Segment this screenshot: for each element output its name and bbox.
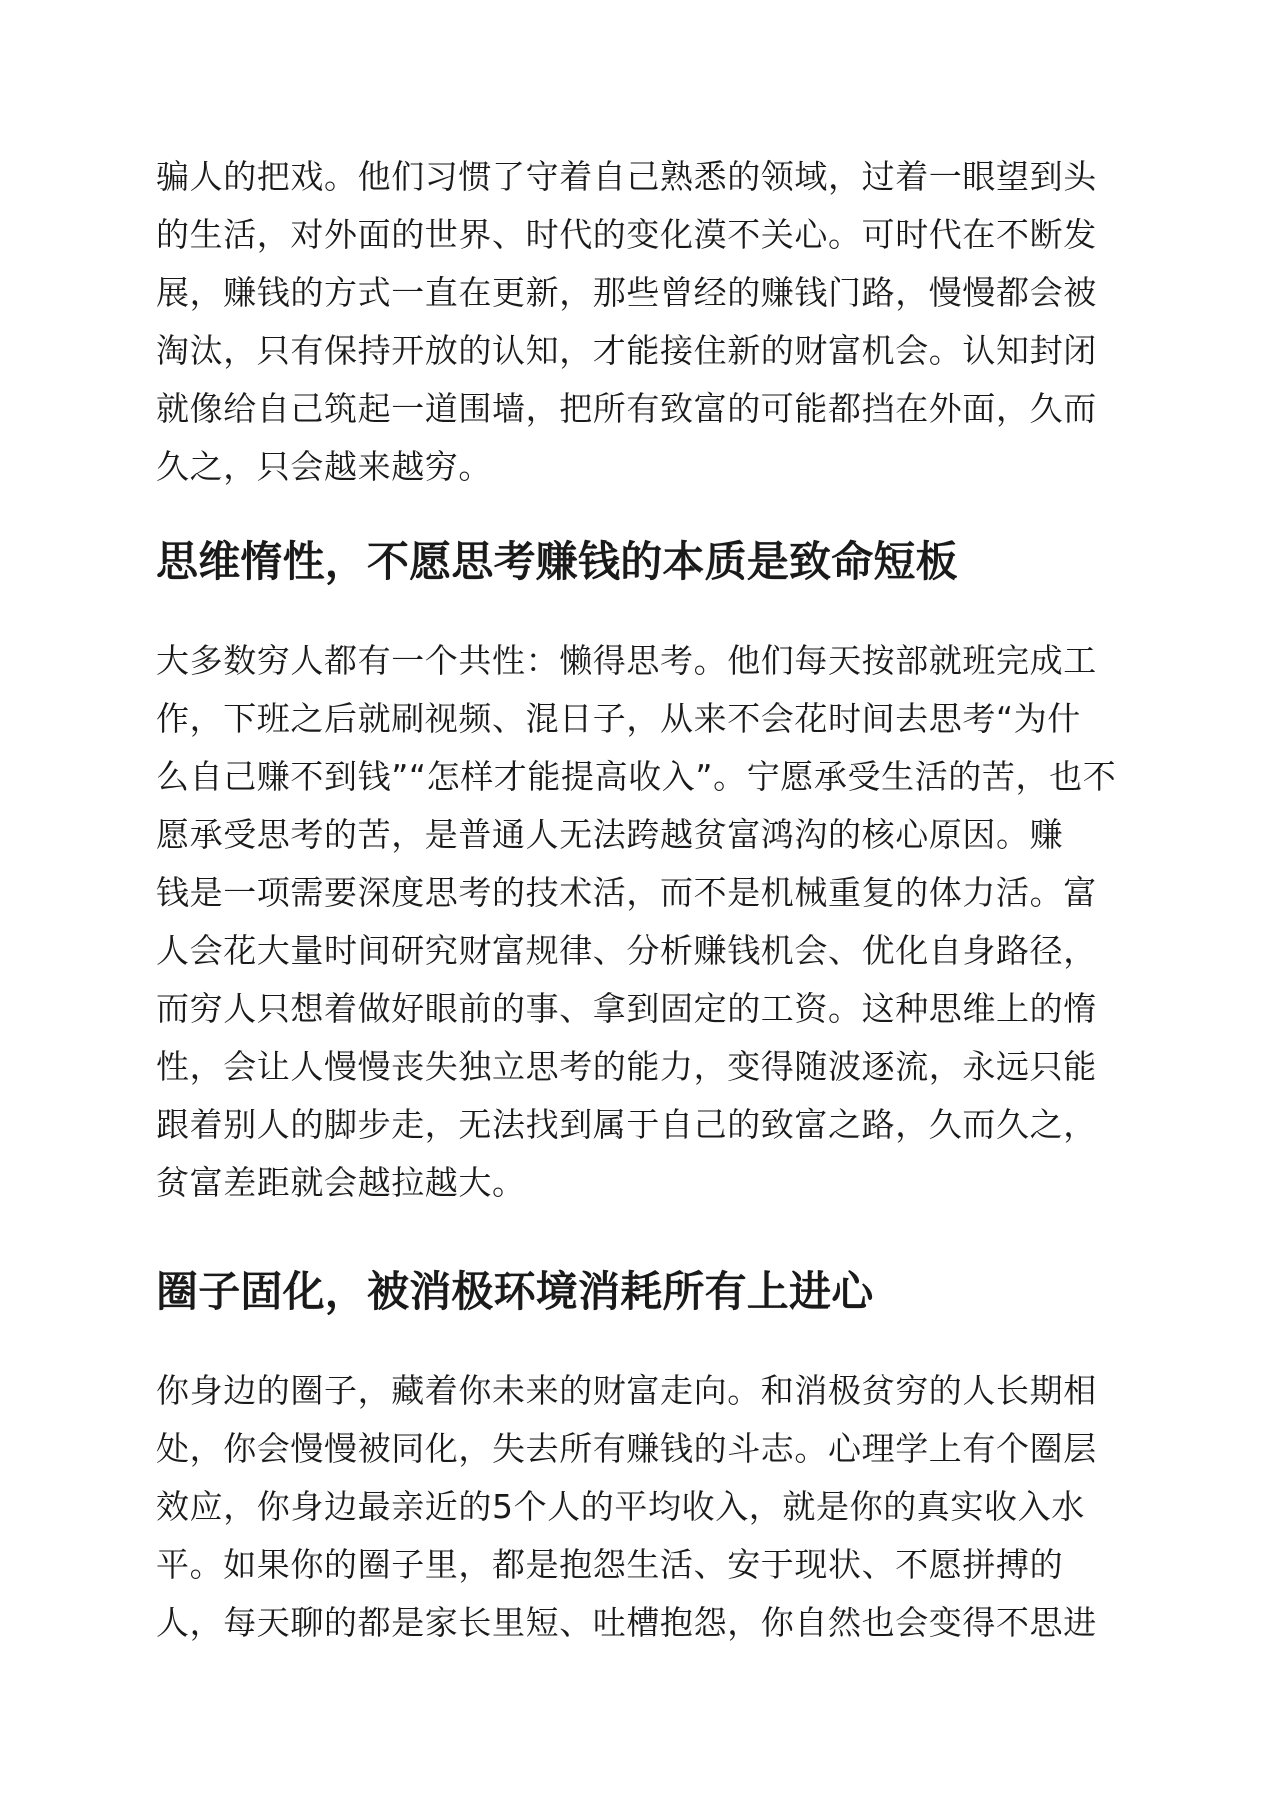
paragraph-line: 你身边的圈子，藏着你未来的财富走向。和消极贫穷的人长期相	[156, 1371, 1097, 1410]
paragraph-line: 展，赚钱的方式一直在更新，那些曾经的赚钱门路，慢慢都会被	[156, 273, 1097, 312]
paragraph-line: 淘汰，只有保持开放的认知，才能接住新的财富机会。认知封闭	[156, 331, 1097, 370]
paragraph-line: 久之，只会越来越穷。	[156, 447, 492, 486]
paragraph-line: 愿承受思考的苦，是普通人无法跨越贫富鸿沟的核心原因。赚	[156, 815, 1064, 854]
paragraph-line: 处，你会慢慢被同化，失去所有赚钱的斗志。心理学上有个圈层	[156, 1429, 1097, 1468]
paragraph-line: 跟着别人的脚步走，无法找到属于自己的致富之路，久而久之，	[156, 1105, 1097, 1144]
paragraph-line: 人会花大量时间研究财富规律、分析赚钱机会、优化自身路径，	[156, 931, 1097, 970]
paragraph-line: 贫富差距就会越拉越大。	[156, 1163, 526, 1202]
paragraph-line: 么自己赚不到钱”“怎样才能提高收入”。宁愿承受生活的苦，也不	[156, 757, 1117, 796]
paragraph-line: 效应，你身边最亲近的5个人的平均收入，就是你的真实收入水	[156, 1487, 1085, 1526]
section-heading-social-circle: 圈子固化，被消极环境消耗所有上进心	[156, 1267, 874, 1316]
paragraph-line: 的生活，对外面的世界、时代的变化漠不关心。可时代在不断发	[156, 215, 1097, 254]
paragraph-thinking-inertia	[156, 632, 1116, 1212]
paragraph-cognitive-closure	[156, 148, 1097, 496]
paragraph-line: 而穷人只想着做好眼前的事、拿到固定的工资。这种思维上的惰	[156, 989, 1097, 1028]
paragraph-line: 平。如果你的圈子里，都是抱怨生活、安于现状、不愿拼搏的	[156, 1545, 1064, 1584]
paragraph-line: 人，每天聊的都是家长里短、吐槽抱怨，你自然也会变得不思进	[156, 1603, 1097, 1642]
paragraph-line: 就像给自己筑起一道围墙，把所有致富的可能都挡在外面，久而	[156, 389, 1097, 428]
paragraph-social-circle	[156, 1362, 1097, 1652]
paragraph-line: 大多数穷人都有一个共性：懒得思考。他们每天按部就班完成工	[156, 641, 1097, 680]
paragraph-line: 钱是一项需要深度思考的技术活，而不是机械重复的体力活。富	[156, 873, 1097, 912]
paragraph-line: 性，会让人慢慢丧失独立思考的能力，变得随波逐流，永远只能	[156, 1047, 1097, 1086]
paragraph-line: 骗人的把戏。他们习惯了守着自己熟悉的领域，过着一眼望到头	[156, 157, 1097, 196]
section-heading-thinking-inertia: 思维惰性，不愿思考赚钱的本质是致命短板	[156, 537, 958, 586]
paragraph-line: 作，下班之后就刷视频、混日子，从来不会花时间去思考“为什	[156, 699, 1081, 738]
